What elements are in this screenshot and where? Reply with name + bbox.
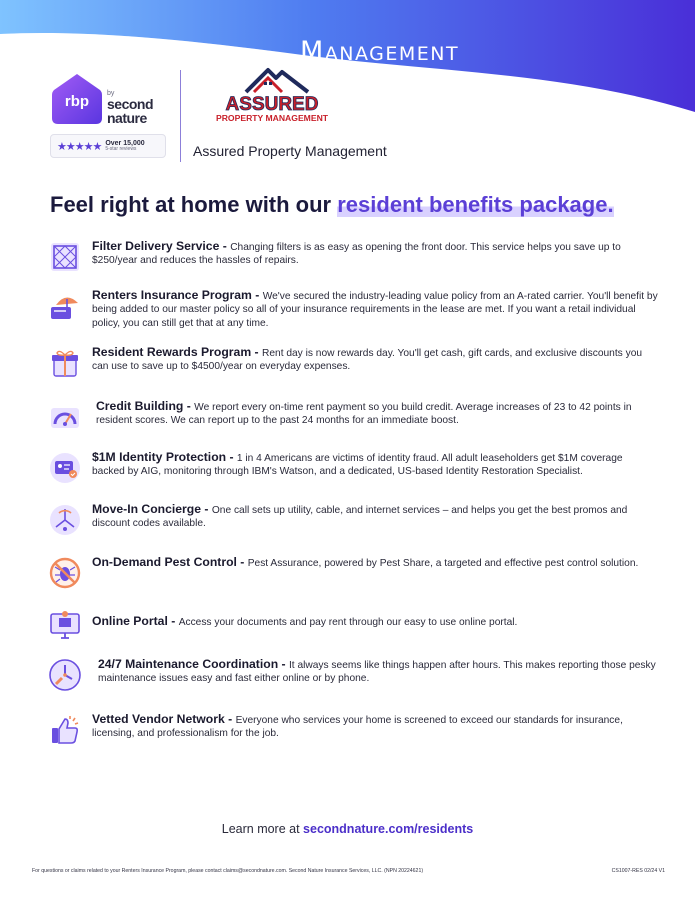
star-rating-icon: ★★★★★ [57,140,102,153]
benefit-title: $1M Identity Protection - [92,450,237,464]
benefit-title: Filter Delivery Service - [92,239,231,253]
learn-more [0,822,695,836]
benefit-description: We report every on-time rent payment so you build credit. Average increases of 23 to 42 points in resident scores. We can report up to the past 24 months for an immediate boost. [96,402,632,427]
umbrella-icon [48,289,82,323]
company-name: Assured Property Management [193,143,387,159]
monitor-icon [48,608,82,642]
benefit-description: It always seems like things happen after hours. This makes reporting those pesky maintenance issues easy and fast either online or by phone. [98,660,656,685]
rbp-logo-text: rbp [64,93,90,110]
benefit-title: 24/7 Maintenance Coordination - [98,657,289,671]
benefit-title: Online Portal - [92,614,179,628]
benefit-description: Rent day is now rewards day. You'll get cash, gift cards, and exclusive discounts you can use to save up to $4500/year on everyday expenses. [92,348,643,373]
reviews-count: Over 15,000 [105,140,145,147]
gift-icon [48,346,82,380]
benefit-title: Renters Insurance Program - [92,288,263,302]
assured-logo [216,62,328,126]
benefit-title: Resident Rewards Program - [92,345,262,359]
benefit-title: On-Demand Pest Control - [92,555,248,569]
no-pest-icon [48,556,82,590]
gauge-icon [48,400,82,434]
banner-title: Management [300,36,460,67]
learn-more-lead: Learn more at [221,822,304,836]
document-code: CS1007-RES 02/24 V1 [611,868,665,874]
id-card-icon [48,451,82,485]
concierge-icon [48,503,82,537]
benefit-description: One call sets up utility, cable, and internet services – and helps you get the best promos and discount codes available. [92,505,628,530]
footer-disclaimer: For questions or claims related to your Renters Insurance Program, please contact claims@secondnature.com. Second Nature Insurance Services, LLC. (NPN 20224621) [32,868,424,874]
benefit-description: We've secured the industry-leading value policy from an A-rated carrier. You'll benefit by being added to our master policy so all of your insurance requirements in the lease are met. If you want a retail individual policy, you can still get that at any time. [92,291,658,329]
thumbs-up-icon [48,713,82,747]
logo-divider [180,70,181,162]
benefit-description: 1 in 4 Americans are victims of identity fraud. All adult leaseholders get $1M coverage backed by AIG, monitoring through IBM's Watson, and a dedicated, US-based Identity Restoration Specialist. [92,453,623,478]
rbp-logo [50,72,104,126]
headline-lead: Feel right at home with our [50,192,338,217]
headline-highlight: resident benefits package. [337,192,614,217]
page-headline [50,192,614,218]
assured-logo-subword: PROPERTY MANAGEMENT [216,113,328,123]
learn-more-link[interactable]: secondnature.com/residents [303,822,474,836]
filter-icon [48,240,82,274]
benefit-description: Access your documents and pay rent through our easy to use online portal. [178,617,518,628]
benefit-description: Everyone who services your home is screened to exceed our standards for insurance, licensing, and professionalism for the job. [92,715,623,740]
second-nature-wordmark [107,90,167,125]
assured-logo-word: ASSURED [225,94,319,115]
second-nature-label: second nature [107,96,154,126]
benefit-description: Changing filters is as easy as opening the front door. This service helps you save up to $250/year and reduces the hassles of repairs. [92,242,621,267]
benefit-description: Pest Assurance, powered by Pest Share, a targeted and effective pest control solution. [247,558,639,569]
by-label: by [107,90,115,97]
reviews-label: 5-star reviews [105,146,137,152]
clock-icon [48,658,82,692]
benefit-title: Move-In Concierge - [92,502,212,516]
reviews-badge [50,134,166,158]
benefit-title: Vetted Vendor Network - [92,712,236,726]
benefit-title: Credit Building - [96,399,195,413]
